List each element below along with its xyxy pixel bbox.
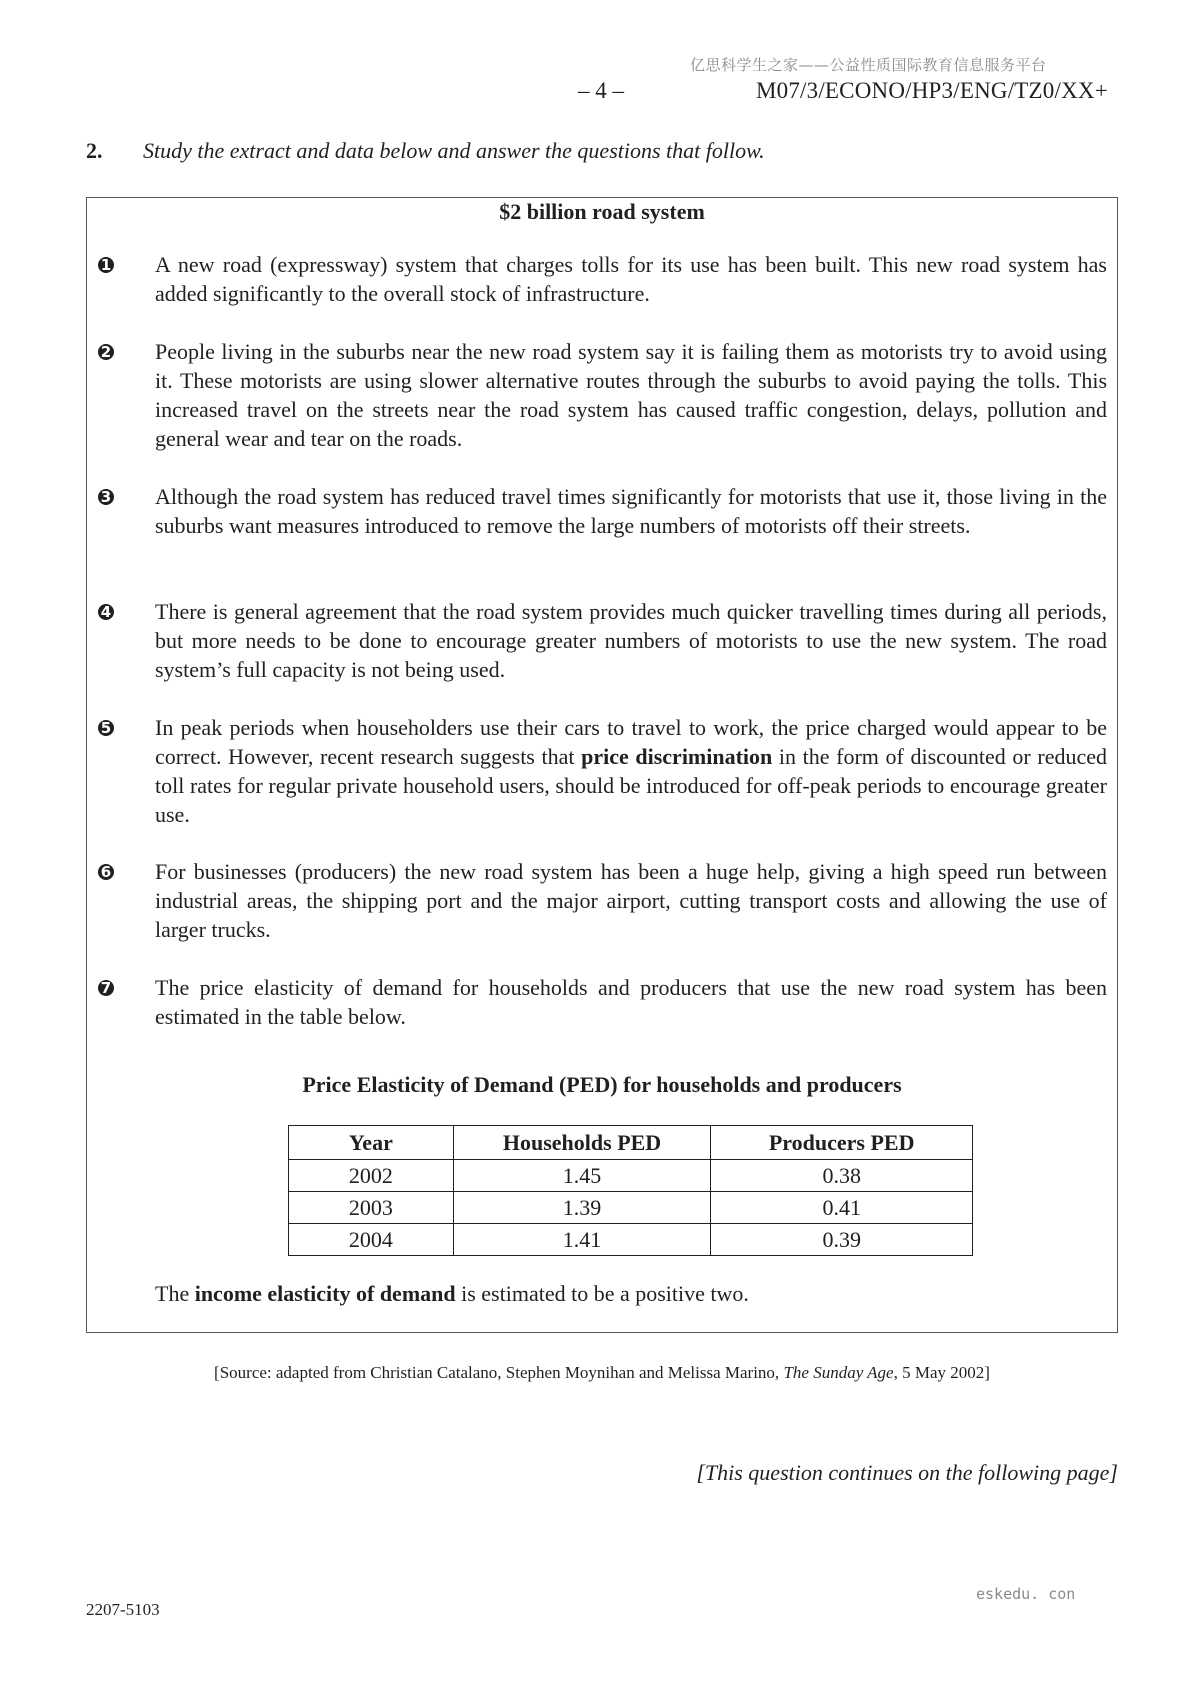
footer-watermark: eskedu. con bbox=[976, 1585, 1076, 1603]
table-title: Price Elasticity of Demand (PED) for households and producers bbox=[302, 1072, 902, 1097]
table-row bbox=[289, 1160, 973, 1192]
table-header-households-ped: Households PED bbox=[453, 1126, 711, 1160]
paper-code: M07/3/ECONO/HP3/ENG/TZ0/XX+ bbox=[756, 78, 1108, 103]
source-publication: The Sunday Age bbox=[783, 1363, 894, 1382]
table-cell: 0.38 bbox=[711, 1160, 973, 1192]
question-instruction: Study the extract and data below and answer the questions that follow. bbox=[143, 138, 765, 163]
income-elasticity-term: income elasticity of demand bbox=[194, 1281, 456, 1306]
paragraph-marker-3: 3 bbox=[98, 489, 114, 505]
table-header-producers-ped: Producers PED bbox=[711, 1126, 973, 1160]
income-line-after: is estimated to be a positive two. bbox=[455, 1281, 749, 1306]
table-cell: 2004 bbox=[289, 1224, 454, 1256]
price-discrimination-term: price discrimination bbox=[581, 744, 773, 769]
paragraph-1: A new road (expressway) system that charges tolls for its use has been built. This new road system has added significantly to the overall stock of infrastructure. bbox=[155, 252, 1107, 306]
footer-code: 2207-5103 bbox=[86, 1600, 160, 1619]
table-row bbox=[289, 1192, 973, 1224]
table-header-row bbox=[289, 1126, 973, 1160]
paragraph-marker-5: 5 bbox=[98, 720, 114, 736]
paragraph-2: People living in the suburbs near the new road system say it is failing them as motorists try to avoid using it. These motorists are using slower alternative routes through the suburbs to avoid paying the tolls. This increased travel on the streets near the road system has caused traffic congestion, delays, pollution and general wear and tear on the roads. bbox=[155, 339, 1107, 451]
extract-title: $2 billion road system bbox=[499, 199, 705, 224]
table-header-year: Year bbox=[289, 1126, 454, 1160]
table-cell: 2002 bbox=[289, 1160, 454, 1192]
source-citation bbox=[86, 1363, 1118, 1383]
table-cell: 1.45 bbox=[453, 1160, 711, 1192]
ped-table bbox=[288, 1125, 973, 1256]
paragraph-3: Although the road system has reduced travel times significantly for motorists that use it, those living in the suburbs want measures introduced to remove the large numbers of motorists off their streets. bbox=[155, 484, 1107, 538]
source-after: , 5 May 2002] bbox=[893, 1363, 990, 1382]
paragraph-marker-1: 1 bbox=[98, 257, 114, 273]
table-cell: 2003 bbox=[289, 1192, 454, 1224]
table-cell: 1.39 bbox=[453, 1192, 711, 1224]
paragraph-marker-2: 2 bbox=[98, 344, 114, 360]
table-row bbox=[289, 1224, 973, 1256]
header-watermark: 亿思科学生之家——公益性质国际教育信息服务平台 bbox=[690, 56, 1047, 74]
paragraph-4: There is general agreement that the road system provides much quicker travelling times during all periods, but more needs to be done to encourage greater numbers of motorists to use the new system. The road system’s full capacity is not being used. bbox=[155, 599, 1107, 682]
source-before: [Source: adapted from Christian Catalano, Stephen Moynihan and Melissa Marino, bbox=[214, 1363, 784, 1382]
table-cell: 1.41 bbox=[453, 1224, 711, 1256]
paragraph-7: The price elasticity of demand for households and producers that use the new road system has been estimated in the table below. bbox=[155, 975, 1107, 1029]
question-number: 2. bbox=[86, 138, 103, 163]
page-number: – 4 – bbox=[578, 78, 624, 103]
paragraph-marker-7: 7 bbox=[98, 980, 114, 996]
paragraph-marker-4: 4 bbox=[98, 604, 114, 620]
continues-note: [This question continues on the following page] bbox=[696, 1460, 1118, 1485]
income-elasticity-line bbox=[155, 1281, 749, 1307]
paragraph-6: For businesses (producers) the new road system has been a huge help, giving a high speed run between industrial areas, the shipping port and the major airport, cutting transport costs and allowing the use of larger trucks. bbox=[155, 859, 1107, 942]
paragraph-marker-6: 6 bbox=[98, 864, 114, 880]
table-cell: 0.39 bbox=[711, 1224, 973, 1256]
table-cell: 0.41 bbox=[711, 1192, 973, 1224]
paragraph-5 bbox=[155, 713, 1107, 829]
paragraph-5-text-before: In peak periods when householders use their cars to travel to work, the price charged would appear to be correct. However, recent research suggests that bbox=[155, 715, 1107, 769]
paragraph-5-text-after: in the form of discounted or reduced toll rates for regular private household users, should be introduced for off-peak periods to encourage greater use. bbox=[155, 744, 1107, 827]
income-line-before: The bbox=[155, 1281, 195, 1306]
